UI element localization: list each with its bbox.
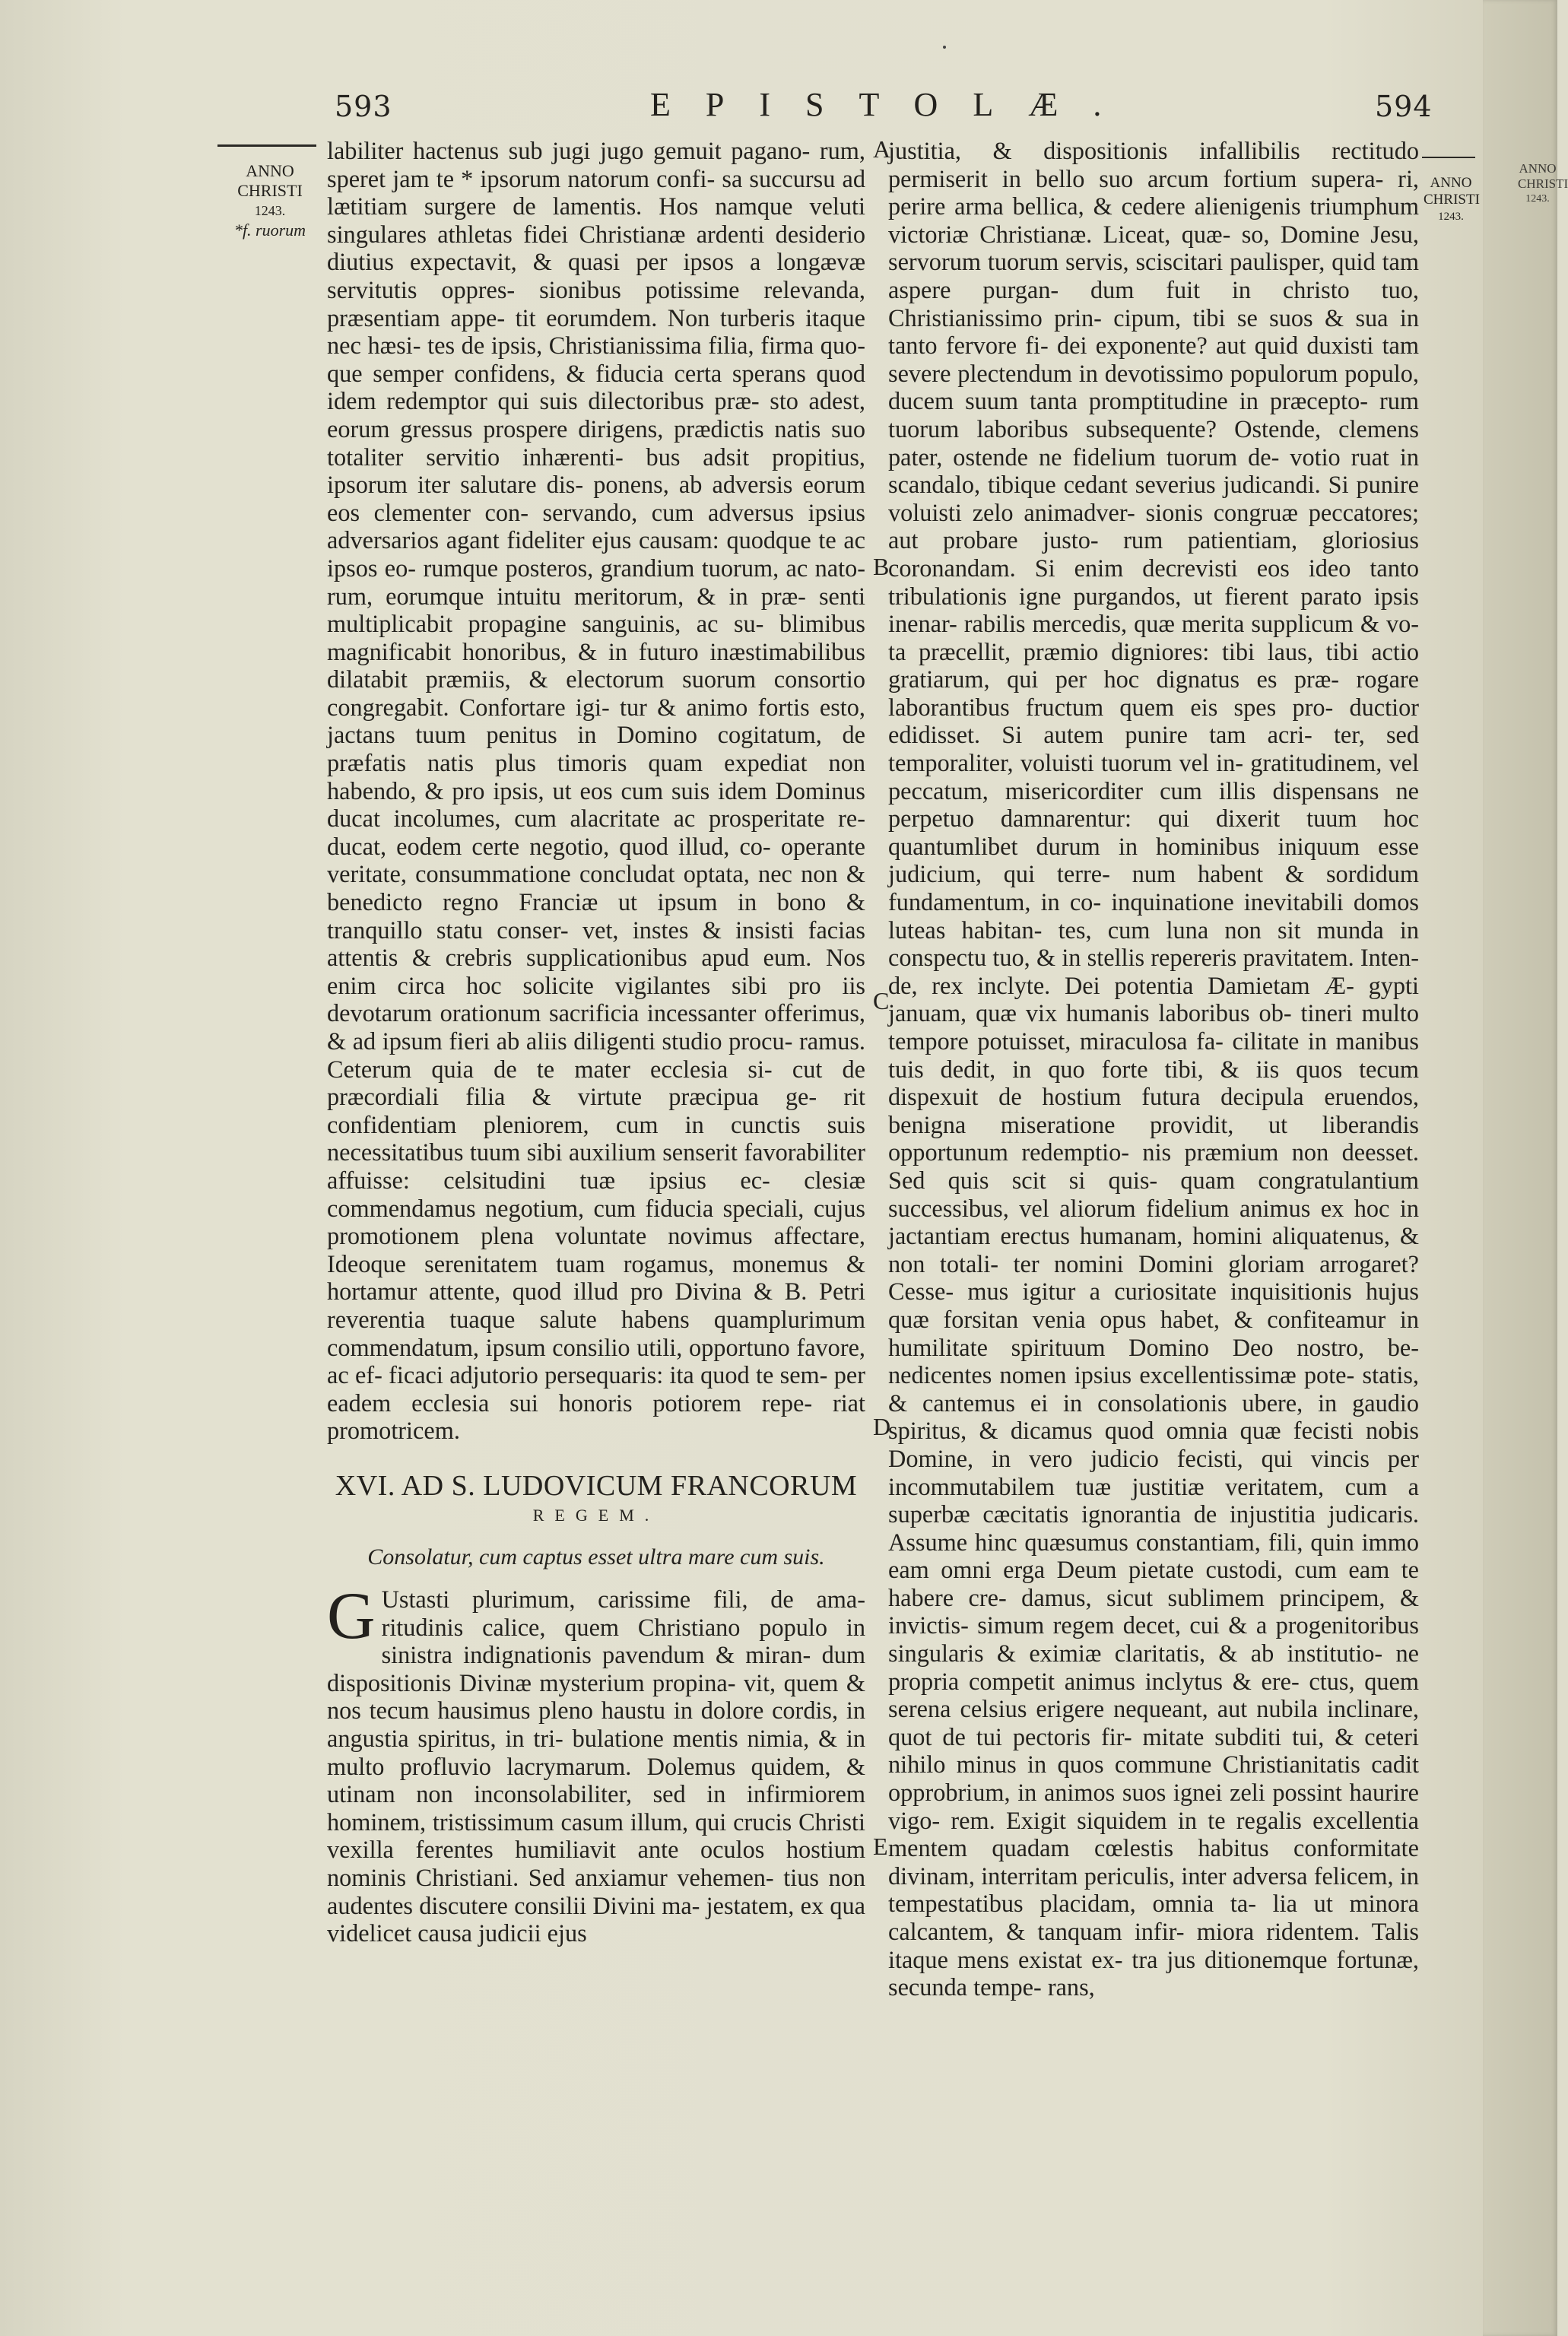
letter-heading-sub: REGEM. [532,1505,660,1525]
letter-body-paragraph [327,1579,865,1947]
next-page-margin-note [1518,161,1568,207]
year-label-next: 1243. [1525,193,1550,205]
letter-heading: XVI. AD S. LUDOVICUM FRANCORUM [335,1469,858,1502]
left-page-number: 593 [335,90,392,123]
right-column-paragraph: justitia, & dispositionis infallibilis rectitudo permiserit in bello suo arcum fortium supera- ri, perire arma bellica, & cedere alienigenis triumphum victoriæ Christianæ. Liceat, quæ- so, Domine Jesu, servorum tuorum servis, sciscitari paulisper, quid tam aspere purgan- dum fuit in christo tuo, Christianissimo prin- cipum, tibi se suos & sua in tanto fervore fi- dei exponente? aut quid duxisti tam severe plectendum in devotissimo populorum populo, ducem suum tanta promptitudine in præcepto- rum tuorum laboribus subsequente? Ostende, clemens pater, ostende ne fidelium tuorum de- votio ruat in scandalo, tibique cedant severius judicandi. Si punire voluisti zelo animadver- sionis congruæ peccatores; aut probare justo- rum patientiam, gloriosius coronandam. Si enim decrevisti eos ideo tanto tribulationis igne purgandos, ut fierent parato ipsis inenar- rabilis mercedis, quæ merita supplicum & vo- ta præcellit, præmio digniores: tibi laus, tibi actio gratiarum, qui per hoc dignatus es præ- rogare laborantibus fructum quem eis spes pro- ductior edidisset. Si autem punire tam acri- ter, sed temporaliter, voluisti tuorum vel in- gratitudinem, vel peccatum, misericorditer cum illis dispensans ne perpetuo damnarentur: qui dixerit tuum hoc quantumlibet durum in hominibus iniquum esse judicium, qui terre- num habent & sordidum fundamentum, in co- inquinatione inevitabili domos luteas habitan- tes, cum luna non sit munda in conspectu tuo, & in stellis repereris pravitatem. Inten- de, rex inclyte. Dei potentia Damietam Æ- gypti januam, quæ vix humanis laboribus ob- tineri multo tempore potuisset, miraculosa fa- cilitate in manibus tuis dedit, in quo forte tibi, & iis quos tecum dispexuit de hostium futura decipula eruendos, benigna miseratione providit, ut liberandis opportunum redemptio- nis præmium non deesset. Sed quis scit si quis- quam congratulantium successibus, vel aliorum fidelium animus ex hoc in jactantiam erectus humanam, homini aliquatenus, & non totali- ter nomini Domini gloriam arrogaret? Cesse- mus igitur a curiositate inquisitionis hujus quæ forsitan venia opus habet, & confiteamur in humilitate spirituum Domino Deo nostro, be- nedicentes nomen ipsius excellentissimæ pote- statis, & cantemus ei in consolationis ubere, in gaudio spiritus, & dicamus quod omnia quæ fecisti nobis Domine, in vero judicio fecisti, qui vincis per incommutabilem tuæ justitiæ veritatem, cum a superbæ cæcitatis ignorantia de injustitia judicaris. Assume hinc quæsumus constantiam, fili, quin immo eam omni erga Deum pietate custodi, cum eam te habere cre- damus, sicut sublimem principem, & invictis- simum regem decet, cui & a progenitoribus singularis & eximiæ claritatis, & ab institutio- ne propria competit animus inclytus & ere- ctus, quem serena celsius erigere nequeant, aut nubila inclinare, quot de tui pectoris fir- mitate subditi tui, & ceteri nihilo minus in quos commune Christianitatis cadit opprobrium, in animos suos ignei zeli possint haurire vigo- rem. Exigit siquidem in te regalis excellentia mentem quadam cœlestis habitus conformitate divinam, interritam periculis, inter adversa felicem, in tempestatibus placidam, omnia ta- lia ut minora calcantem, & tanquam infir- miora ridentem. Talis itaque mens existat ex- tra jus ditionemque fortunæ, secunda tempe- rans, [888,137,1419,2001]
running-title: EPISTOLÆ. [650,86,1137,123]
next-page-edge [1483,0,1568,2336]
variant-reading-note: *f. ruorum [233,221,306,240]
margin-rule-right [1422,157,1475,158]
christi-label: CHRISTI [237,181,303,200]
right-margin-note [1424,175,1478,225]
anno-label: ANNO [246,161,294,180]
drop-cap: G [327,1579,376,1654]
year-label-right: 1243. [1438,211,1464,223]
letter-body-text: Ustasti plurimum, carissime fili, de ama- ritudinis calice, quem Christiano populo in sinistra indignationis pavendum & miran- dum dispositionis Divinæ mysterium propina- vit, quem & nos tecum hausimus pleno haustu in dolore cordis, in angustia spiritus, in tri- bulatione mentis nimia, & in multo profluvio lacrymarum. Dolemus quidem, & utinam non inconsolabiliter, sed in infirmiorem hominem, tristissimum casum illum, qui crucis Christi vexilla ferentes humiliavit ante oculos hostium nominis Christiani. Sed anxiamur vehemen- tius non audentes discutere consilii Divini ma- jestatem, ex qua videlicet causa judicii ejus [327,1585,865,1947]
right-page-number: 594 [1375,90,1433,123]
letter-argument: Consolatur, cum captus esset ultra mare cum suis. [367,1544,825,1570]
right-text-column [888,137,1419,2001]
section-letter-d: D [873,1413,891,1440]
margin-rule [217,144,316,147]
left-margin-note [221,161,319,240]
christi-label-next: CHRISTI [1518,176,1568,191]
anno-label-next: ANNO [1519,161,1557,176]
christi-label-right: CHRISTI [1424,192,1480,208]
ink-speck [943,46,946,49]
year-label: 1243. [254,203,286,218]
letter-conclusion-paragraph: labiliter hactenus sub jugi jugo gemuit pagano- rum, speret jam te * ipsorum natorum confi- sa succursu ad lætitiam surgere de lamentis. Hos namque veluti singulares athletas fidei Christianæ ardenti desiderio diutius expectavit, & quasi per ipsos a longævæ servitutis oppres- sionibus potissime relevanda, præsentiam appe- tit eorumdem. Non turberis itaque nec hæsi- tes de ipsis, Christianissima filia, firma quo- que semper confidens, & fiducia certa sperans quod idem redemptor qui suis dilectoribus præ- sto adest, eorum gressus prospere dirigens, prædictis natis suo totaliter servitio inhærenti- bus adsit propitius, ipsorum iter salutare dis- ponens, ab adversis eorum eos clementer con- servando, cum adversus ipsius adversarios agant fideliter ejus causam: quodque te ac ipsos eo- rumque posteros, grandium tuorum, ac nato- rum, eorumque intuitu meritorum, & in præ- senti multiplicabit propagine sanguinis, ac su- blimibus magnificabit honoribus, & in futuro inæstimabilibus dilatabit præmiis, & electorum suorum consortio congregabit. Confortare igi- tur & animo fortis esto, jactans tuum penitus in Domino cogitatum, de præfatis natis plus timoris quam expediat non habendo, & pro ipsis, ut eos cum suis idem Dominus ducat incolumes, cum alacritate ac prosperitate re- ducat, eodem certe negotio, quod illud, co- operante veritate, consummatione concludat optata, nec non & benedicto regno Franciæ ut ipsum in bono & tranquillo statu conser- vet, instes & insisti facias attentis & crebris supplicationibus apud eum. Nos enim circa hoc solicite vigilantes sibi pro iis devotarum orationum sacrificia incessanter offerimus, & ad ipsum fieri ab aliis diligenti studio procu- ramus. Ceterum quia de te mater ecclesia si- cut de præcordiali filia & virtute præcipua ge- rit confidentiam pleniorem, cum in cunctis suis necessitatibus tuum sibi auxilium senserit favorabiliter affuisse: celsitudini tuæ ipsius ec- clesiæ commendamus negotium, cum fiducia speciali, cujus promotionem plena voluntate novimus affectare, Ideoque serenitatem tuam rogamus, monemus & hortamur attente, quod illud pro Divina & B. Petri reverentia tuaque salute habens quamplurimum commendatum, ipsum consilio utili, opportuno favore, ac ef- ficaci adjutorio persequaris: ita quod te sem- per eadem ecclesia sui honoris potiorem repe- riat promotricem. [327,137,865,1445]
left-text-column [327,137,865,1947]
anno-label-right: ANNO [1430,175,1472,191]
section-letter-b: B [873,553,890,580]
section-letter-e: E [873,1833,888,1860]
section-letter-a: A [873,135,891,163]
section-letter-c: C [873,987,890,1014]
